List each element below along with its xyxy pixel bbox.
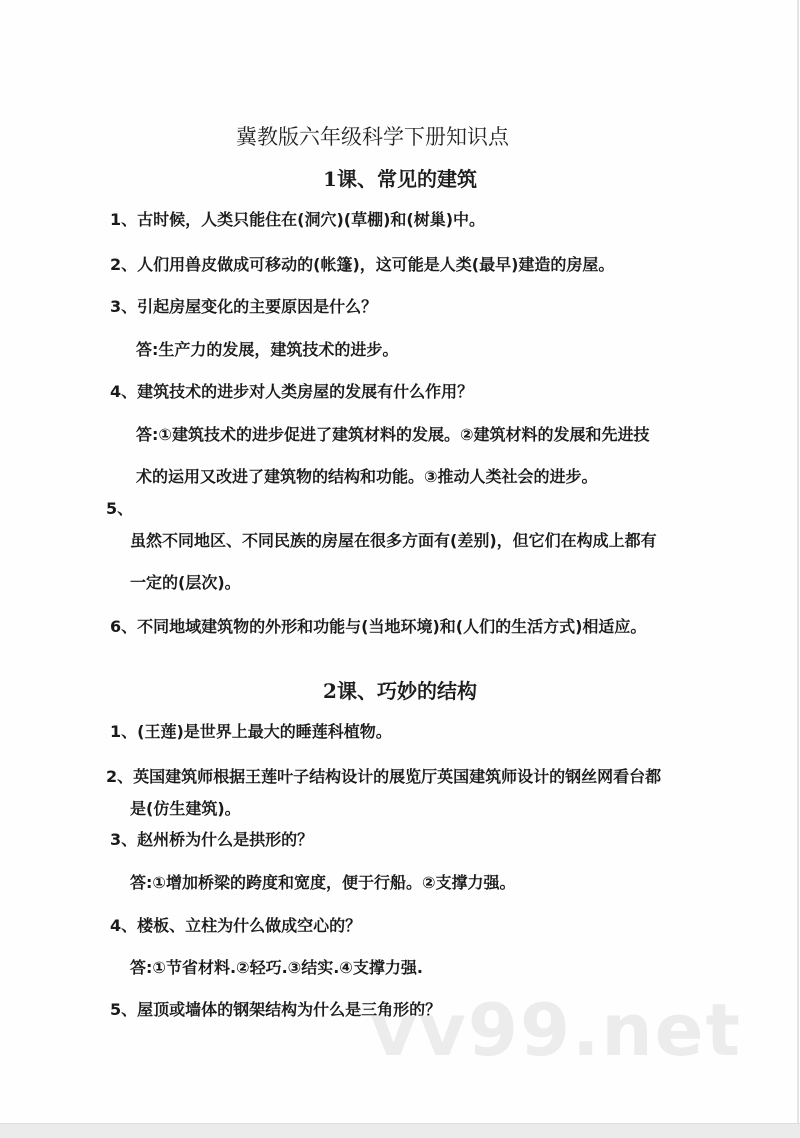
watermark: vv99.net	[370, 988, 742, 1072]
lesson-2-item-2-line-1: 2、英国建筑师根据王莲叶子结构设计的展览厅英国建筑师设计的钢丝网看台都	[106, 767, 662, 786]
lesson-1-item-4-question: 4、建筑技术的进步对人类房屋的发展有什么作用？	[110, 382, 474, 401]
lesson-2-item-3-answer: 答:①增加桥梁的跨度和宽度，便于行船。②支撑力强。	[130, 873, 516, 892]
lesson-1-item-5-line-2: 一定的(层次)。	[130, 573, 241, 592]
lesson-1-item-6: 6、不同地域建筑物的外形和功能与(当地环境)和(人们的生活方式)相适应。	[110, 617, 647, 636]
lesson-1-item-4-answer-line-1: 答:①建筑技术的进步促进了建筑材料的发展。②建筑材料的发展和先进技	[136, 425, 650, 444]
lesson-2-title: 2课、巧妙的结构	[323, 679, 477, 703]
page-bottom-edge	[0, 1123, 800, 1138]
lesson-2-item-3-question: 3、赵州桥为什么是拱形的？	[110, 830, 314, 849]
lesson-2-item-5-question: 5、屋顶或墙体的钢架结构为什么是三角形的？	[110, 1000, 442, 1019]
lesson-1-item-5-number: 5、	[106, 499, 134, 518]
lesson-1-item-4-answer-line-2: 术的运用又改进了建筑物的结构和功能。③推动人类社会的进步。	[136, 467, 598, 486]
lesson-1-item-1: 1、古时候，人类只能住在(洞穴)(草棚)和(树巢)中。	[110, 210, 486, 229]
lesson-2-item-1: 1、(王莲)是世界上最大的睡莲科植物。	[110, 722, 392, 741]
lesson-1-item-5-line-1: 虽然不同地区、不同民族的房屋在很多方面有(差别)，但它们在构成上都有	[130, 531, 657, 550]
lesson-1-item-2: 2、人们用兽皮做成可移动的(帐篷)，这可能是人类(最早)建造的房屋。	[110, 255, 615, 274]
lesson-1-item-3-question: 3、引起房屋变化的主要原因是什么？	[110, 297, 378, 316]
lesson-2-item-4-question: 4、楼板、立柱为什么做成空心的？	[110, 916, 362, 935]
lesson-2-item-2-line-2: 是(仿生建筑)。	[130, 799, 241, 818]
document-title: 冀教版六年级科学下册知识点	[236, 125, 509, 149]
lesson-2-item-4-answer: 答:①节省材料.②轻巧.③结实.④支撑力强.	[130, 958, 423, 977]
lesson-1-item-3-answer: 答:生产力的发展，建筑技术的进步。	[136, 340, 399, 359]
lesson-1-title: 1课、常见的建筑	[323, 167, 477, 191]
